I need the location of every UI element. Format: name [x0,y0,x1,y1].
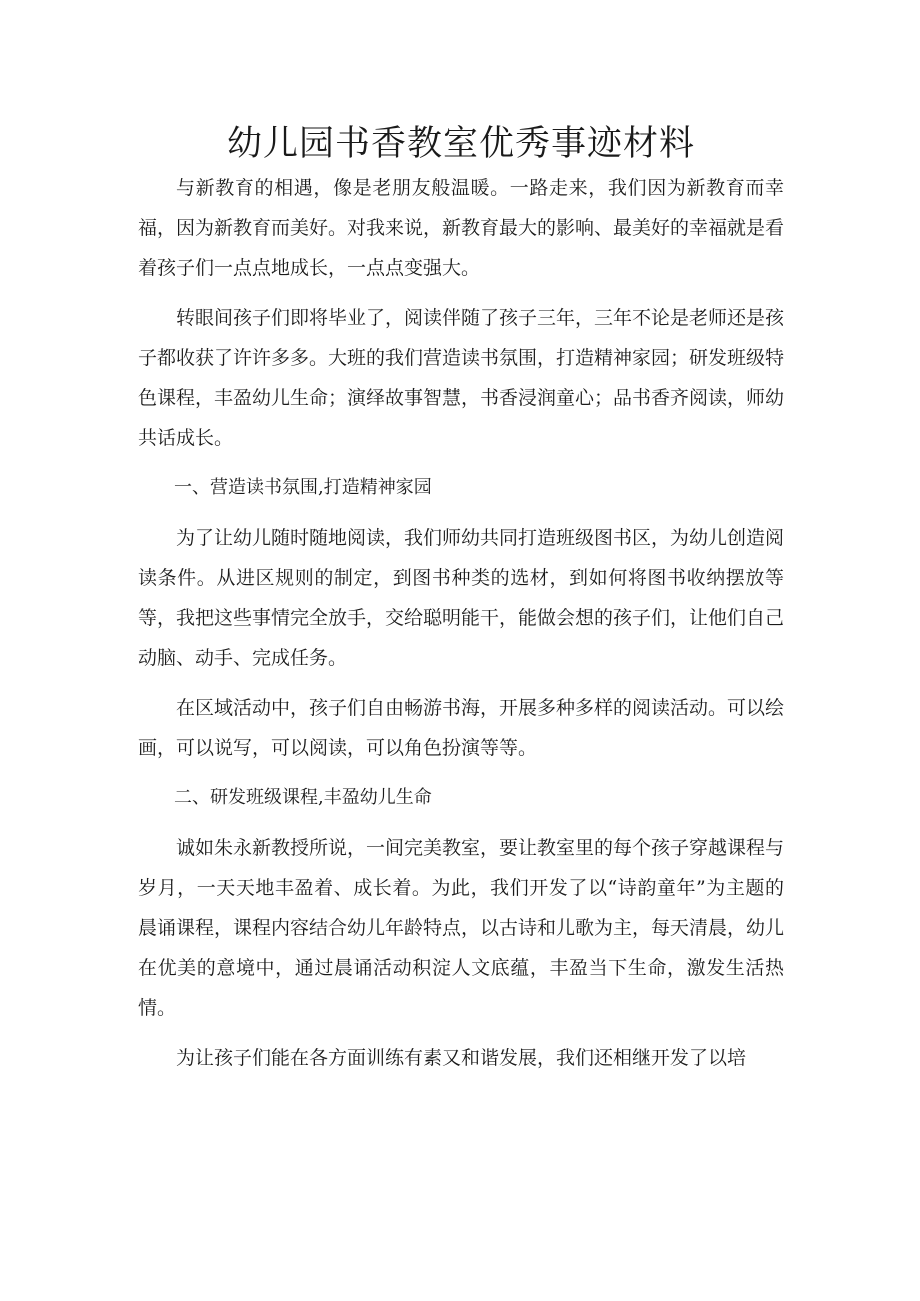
section-heading-1: 一、营造读书氛围,打造精神家园 [174,477,432,498]
paragraph-section1-a: 为了让幼儿随时随地阅读，我们师幼共同打造班级图书区，为幼儿创造阅读条件。从进区规则的制定，到图书种类的选材，到如何将图书收纳摆放等等，我把这些事情完全放手，交给聪明能干，能做会想的孩子们，让他们自己动脑、动手、完成任务。 [138,527,785,669]
paragraph-section2-a: 诚如朱永新教授所说，一间完美教室，要让教室里的每个孩子穿越课程与岁月，一天天地丰盈着、成长着。为此，我们开发了以“诗韵童年”为主题的晨诵课程，课程内容结合幼儿年龄特点，以古诗和儿歌为主，每天清晨，幼儿在优美的意境中，通过晨诵活动积淀人文底蕴，丰盈当下生命，激发生活热情。 [138,837,785,1019]
paragraph-overview: 转眼间孩子们即将毕业了，阅读伴随了孩子三年，三年不论是老师还是孩子都收获了许许多多。大班的我们营造读书氛围，打造精神家园；研发班级特色课程，丰盈幼儿生命；演绎故事智慧，书香浸润童心；品书香齐阅读，师幼共话成长。 [138,307,785,449]
paragraph-section1-b: 在区域活动中，孩子们自由畅游书海，开展多种多样的阅读活动。可以绘画，可以说写，可以阅读，可以角色扮演等等。 [138,697,785,759]
document-title: 幼儿园书香教室优秀事迹材料 [226,124,695,164]
section-heading-2: 二、研发班级课程,丰盈幼儿生命 [174,787,432,808]
paragraph-section2-b: 为让孩子们能在各方面训练有素又和谐发展，我们还相继开发了以培 [176,1047,747,1069]
paragraph-intro: 与新教育的相遇，像是老朋友般温暖。一路走来，我们因为新教育而幸福，因为新教育而美好。对我来说，新教育最大的影响、最美好的幸福就是看着孩子们一点点地成长，一点点变强大。 [138,177,785,279]
